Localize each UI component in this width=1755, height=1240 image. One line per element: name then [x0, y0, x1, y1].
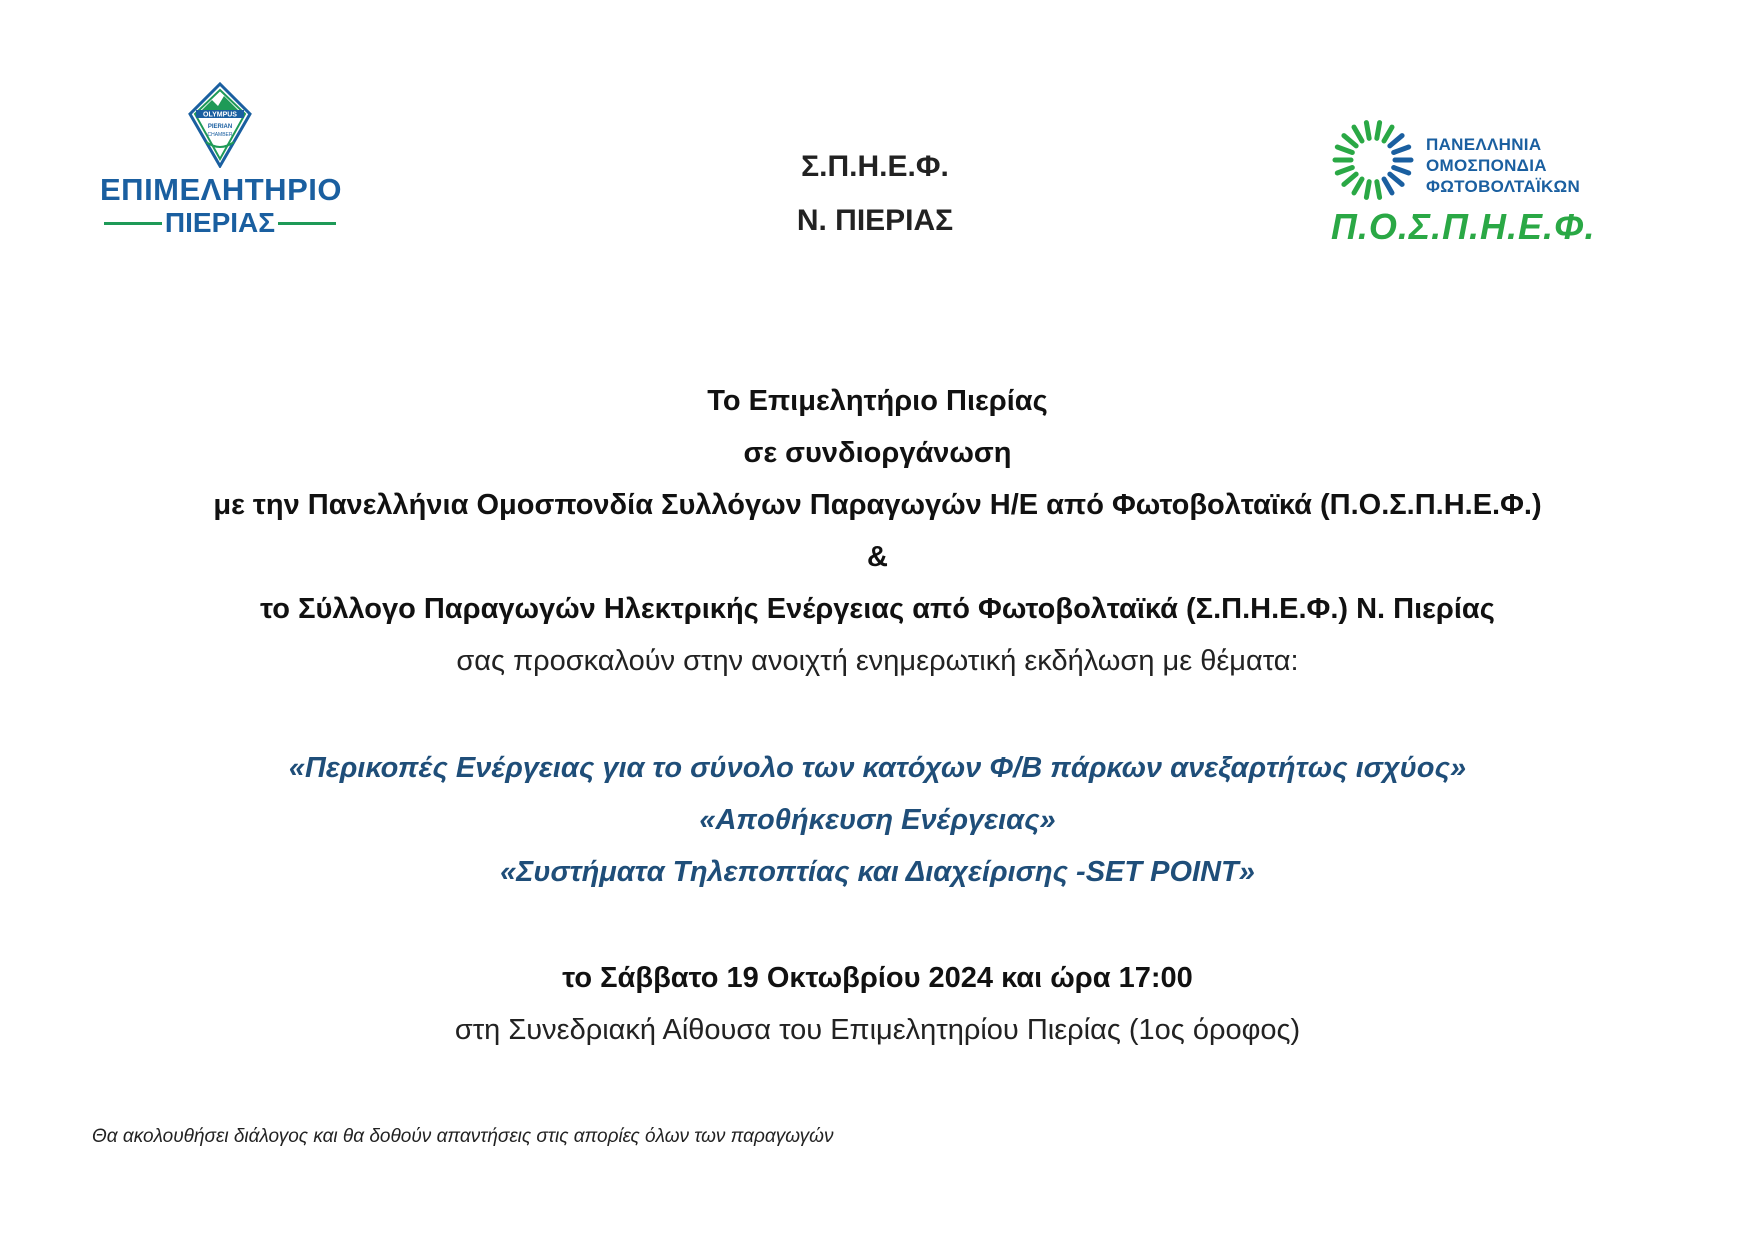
svg-text:CHAMBER: CHAMBER	[207, 132, 233, 138]
federation-logo	[1325, 118, 1655, 253]
federation-name-line1: ΠΑΝΕΛΛΗΝΙΑ	[1426, 135, 1542, 154]
association-heading	[740, 140, 1010, 248]
invitation-line-3: με την Πανελλήνια Ομοσπονδία Συλλόγων Παραγωγών Η/Ε από Φωτοβολταϊκά (Π.Ο.Σ.Π.Η.Ε.Φ.)	[213, 489, 1542, 521]
invitation-line-2: σε συνδιοργάνωση	[743, 437, 1012, 469]
sun-burst-icon	[1325, 118, 1421, 202]
chamber-logo	[100, 80, 340, 240]
invitation-block	[0, 375, 1755, 687]
federation-name-line3: ΦΩΤΟΒΟΛΤΑΪΚΩΝ	[1426, 177, 1581, 196]
green-rule-right	[278, 222, 336, 225]
federation-acronym: Π.Ο.Σ.Π.Η.Ε.Φ.	[1331, 206, 1596, 247]
invitation-line-6: σας προσκαλούν στην ανοιχτή ενημερωτική εκδήλωση με θέματα:	[456, 645, 1299, 677]
chamber-name-line1: ΕΠΙΜΕΛΗΤΗΡΙΟ	[100, 172, 342, 207]
event-venue: στη Συνεδριακή Αίθουσα του Επιμελητηρίου Πιερίας (1ος όροφος)	[454, 1014, 1301, 1046]
svg-text:PIERIAN: PIERIAN	[207, 124, 233, 130]
invitation-line-4: &	[867, 541, 888, 573]
topics-list	[0, 742, 1755, 898]
olympus-emblem-icon	[186, 82, 254, 168]
invitation-line-1: Το Επιμελητήριο Πιερίας	[707, 385, 1048, 417]
footnote: Θα ακολουθήσει διάλογος και θα δοθούν απαντήσεις στις απορίες όλων των παραγωγών	[92, 1126, 834, 1147]
topic-item: «Αποθήκευση Ενέργειας»	[699, 804, 1056, 836]
topic-item: «Περικοπές Ενέργειας για το σύνολο των κατόχων Φ/Β πάρκων ανεξαρτήτως ισχύος»	[288, 752, 1467, 784]
association-region: Ν. ΠΙΕΡΙΑΣ	[796, 204, 954, 237]
event-details	[0, 952, 1755, 1056]
association-acronym: Σ.Π.Η.Ε.Φ.	[801, 150, 949, 183]
federation-name	[1426, 134, 1580, 197]
topic-item: «Συστήματα Τηλεποπτίας και Διαχείρισης -SET POINT»	[500, 856, 1255, 888]
invitation-line-5: το Σύλλογο Παραγωγών Ηλεκτρικής Ενέργειας από Φωτοβολταϊκά (Σ.Π.Η.Ε.Φ.) Ν. Πιερίας	[260, 593, 1495, 625]
federation-name-line2: ΟΜΟΣΠΟΝΔΙΑ	[1426, 156, 1547, 175]
svg-text:OLYMPUS: OLYMPUS	[203, 111, 237, 119]
event-datetime: το Σάββατο 19 Οκτωβρίου 2024 και ώρα 17:00	[562, 962, 1193, 994]
chamber-name-line2: ΠΙΕΡΙΑΣ	[164, 207, 276, 238]
chamber-name-line2-wrap	[100, 207, 340, 239]
